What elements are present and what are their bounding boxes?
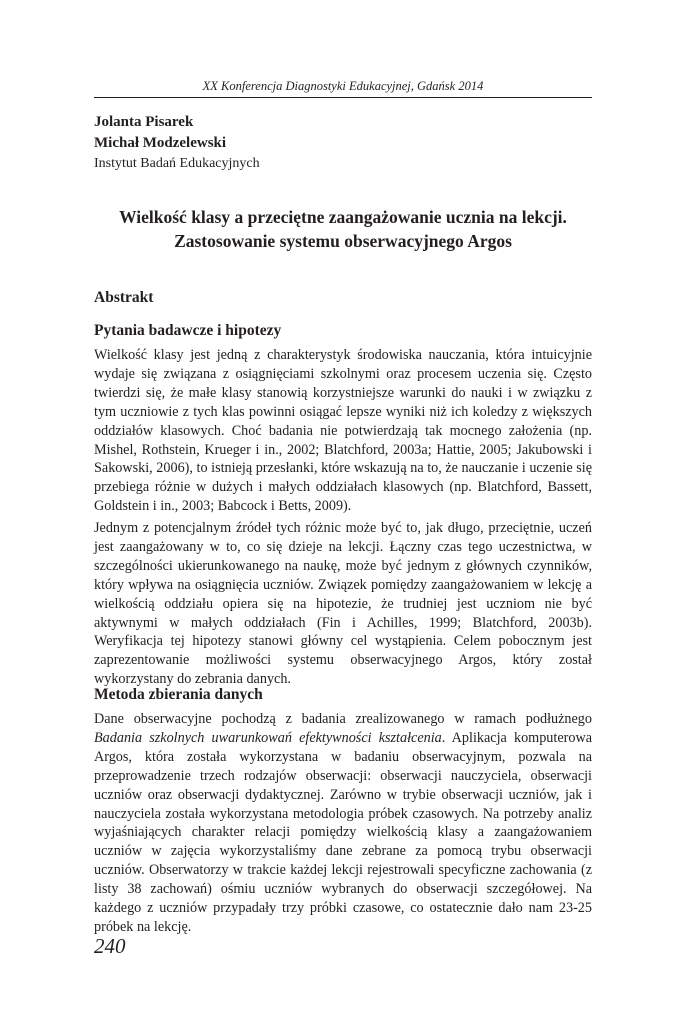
paragraph-1: Wielkość klasy jest jedną z charakterystyk środowiska nauczania, która intuicyjnie wydaje się związana z osiągnięciami szkolnymi oraz procesem uczenia się. Często twierdzi się, że małe klasy stanowią korzystniejsze warunki do nauki i w związku z tym uczniowie z tych klas powinni osiągać lepsze wyniki niż ich koledzy z większych oddziałów klasowych. Choć badania nie potwierdzają tak mocnego założenia (np. Mishel, Rothstein, Krueger i in., 2002; Blatchford, 2003a; Hattie, 2005; Jakubowski i Sakowski, 2006), to istnieją przesłanki, które wskazują na to, że nauczanie i uczenie się przebiega różnie w dużych i małych oddziałach klasowych (np. Blatchford, Bassett, Goldstein i in., 2003; Babcock i Betts, 2009). [94, 347, 592, 515]
running-header: XX Konferencja Diagnostyki Edukacyjnej, Gdańsk 2014 [202, 79, 484, 93]
paragraph-3-text-end: . Aplikacja komputerowa Argos, która została wykorzystana w badaniu obserwacyjnym, pozwala na przeprowadzenie trzech rodzajów obserwacji: obserwacji nauczyciela, obserwacji uczniów oraz obserwacji dydaktycznej. Zarówno w trybie obserwacji uczniów, jak i nauczyciela została wykorzystana metodologia próbek czasowych. Na potrzeby analiz wyjaśniających charakter relacji pomiędzy wielkością klasy a zaangażowaniem uczniów w zajęcia wykorzystaliśmy dane zebrane za pomocą trybu obserwacji uczniów. Obserwatorzy w trakcie każdej lekcji rejestrowali specyficzne zachowania (z listy 38 zachowań) ośmiu uczniów wybranych do obserwacji szczegółowej. Na każdego z uczniów przypadały trzy próbki czasowe, co ostatecznie dało nam 23-25 próbek na lekcję. [94, 729, 592, 935]
paragraph-2: Jednym z potencjalnym źródeł tych różnic może być to, jak długo, przeciętnie, uczeń jest zaangażowany w to, co się dzieje na lekcji. Łączny czas tego uczestnictwa, w szczególności ukierunkowanego na naukę, może być jednym z głównych czynników, który wpływa na osiągnięcia uczniów. Związek pomiędzy zaangażowaniem w lekcję a wielkością oddziału opiera się na hipotezie, że trudniej jest uczniom nie być aktywnymi w małych oddziałach (Fin i Achilles, 1999; Blatchford, 2003b). Weryfikacja tej hipotezy stanowi główny cel wystąpienia. Celem pobocznym jest zaprezentowanie możliwości systemu obserwacyjnego Argos, który został wykorzystany do zebrania danych. [94, 520, 592, 688]
title-line-1: Wielkość klasy a przeciętne zaangażowanie ucznia na lekcji. [119, 207, 567, 227]
affiliation: Instytut Badań Edukacyjnych [94, 156, 260, 171]
author-name: Jolanta Pisarek [94, 114, 194, 130]
title-line-2: Zastosowanie systemu obserwacyjnego Argos [174, 231, 512, 251]
paragraph-3 [94, 710, 592, 937]
paper-title [94, 205, 592, 253]
author-block [94, 112, 592, 174]
abstract-heading: Abstrakt [94, 289, 154, 306]
method-heading: Metoda zbierania danych [94, 686, 263, 703]
header-rule [94, 97, 592, 98]
questions-heading: Pytania badawcze i hipotezy [94, 322, 282, 339]
project-name: Badania szkolnych uwarunkowań efektywności kształcenia [94, 729, 442, 746]
page-number: 240 [94, 934, 126, 958]
paragraph-3-text-start: Dane obserwacyjne pochodzą z badania zrealizowanego w ramach podłużnego [94, 711, 592, 727]
author-name: Michał Modzelewski [94, 135, 227, 151]
